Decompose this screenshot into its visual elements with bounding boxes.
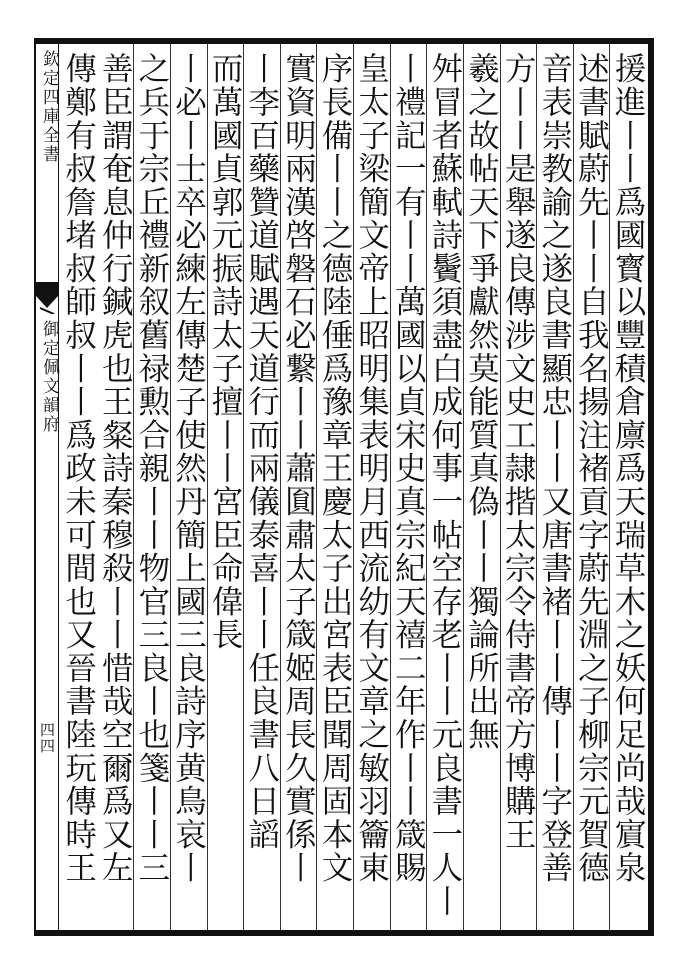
text-column-12: 而萬國貞郭元振詩太子擅丨丨宮臣命偉長 bbox=[207, 52, 244, 652]
text-column-11: 丨李百藥贊道賦遇天道行而兩儀泰喜丨丨任良書八日謟 bbox=[243, 52, 280, 851]
frame-top-border bbox=[34, 38, 654, 44]
text-column-3: 音表崇教諭之遂良書顯忠丨丨又唐書褚丨丨傳丨丨字登善 bbox=[536, 52, 573, 885]
frame-bottom-border bbox=[34, 930, 654, 936]
text-column-4: 方丨丨是舉遂良傳涉文史工隷揩太宗令侍書帝方博購王 bbox=[500, 52, 537, 851]
page-margin-strip bbox=[36, 44, 59, 930]
text-column-13: 丨必丨士卒必練左傳楚子使然丹簡上國三良詩序黄鳥哀丨 bbox=[170, 52, 207, 885]
text-column-2: 述書賦蔚先丨丨自我名揚注褚貢字蔚先淵之子柳宗元賀德 bbox=[573, 52, 610, 885]
text-column-1: 援進丨丨爲國寳以豐積倉廪爲天瑞草木之妖何足尚哉賔泉 bbox=[610, 52, 646, 885]
text-column-5: 羲之故帖天下爭獻然莫能質真偽丨丨獨論所出無 bbox=[463, 52, 500, 752]
margin-collection-title: 欽定四庫全書 bbox=[39, 50, 59, 164]
text-column-16: 傳鄭有叔詹堵叔師叔丨丨爲政未可間也又晉書陸玩傳時王 bbox=[60, 52, 97, 885]
frame-right-border bbox=[648, 38, 654, 936]
text-column-14: 之兵于宗丘禮新叙舊禄勲合親丨丨物官三良丨也箋丨丨三 bbox=[133, 52, 170, 885]
fishtail-mark-icon bbox=[36, 282, 58, 314]
text-column-7: 丨禮記一有丨丨萬國以貞宋史真宗紀天禧二年作丨丨箴賜 bbox=[390, 52, 427, 885]
text-column-6: 舛冒者蘇軾詩鬢須盡白成何事一帖空存老丨丨元良書一人丨 bbox=[426, 52, 463, 918]
margin-book-title: 御定佩文韻府 bbox=[39, 320, 59, 434]
margin-page-number: 四四 bbox=[38, 722, 56, 754]
text-column-8: 皇太子梁簡文帝上昭明集表明月西流幼有文章之敏羽籥東 bbox=[353, 52, 390, 885]
text-column-15: 善臣謂奄息仲行鍼虎也王粲詩秦穆殺丨丨惜哉空爾爲又左 bbox=[97, 52, 134, 885]
text-column-10: 實資明兩漢啓磐石必繋丨丨蕭圎肅太子箴姬周長久實係丨 bbox=[280, 52, 317, 885]
text-column-9: 序長備丨丨之德陸倕爲豫章王慶太子出宮表臣聞周固本文 bbox=[317, 52, 353, 885]
